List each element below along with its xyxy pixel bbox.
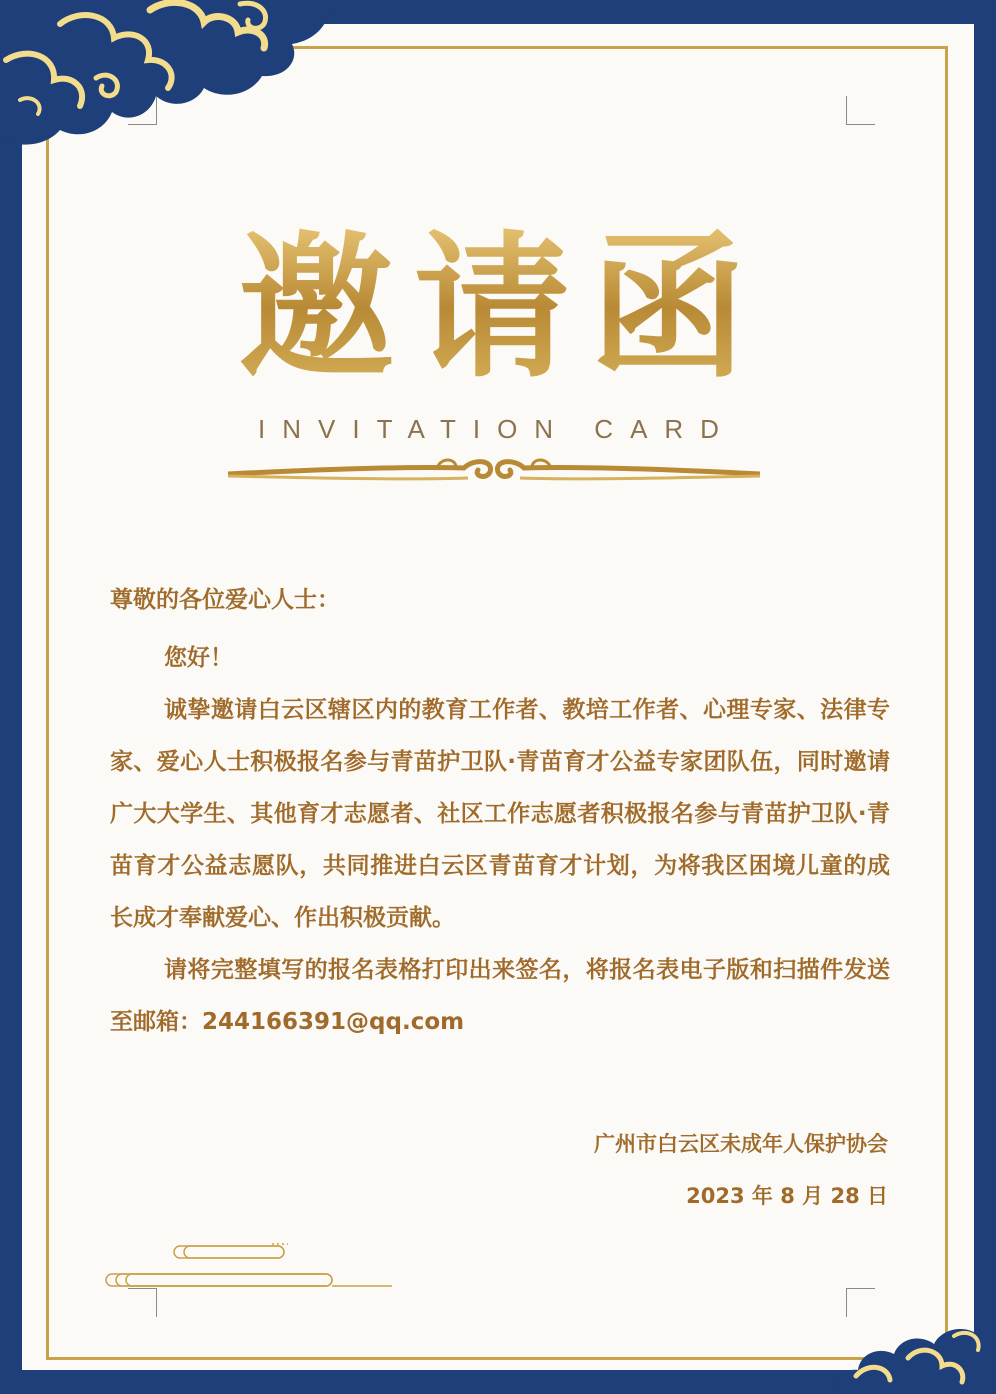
paragraph-submission [110, 944, 890, 1048]
corner-mark-bottom-right [846, 1288, 875, 1317]
signature-organization: 广州市白云区未成年人保护协会 [594, 1132, 888, 1156]
decorative-lines-icon [104, 1240, 404, 1300]
email-address: 244166391@qq.com [202, 1009, 465, 1035]
submission-instructions: 请将完整填写的报名表格打印出来签名，将报名表电子版和扫描件发送至邮箱： [110, 957, 890, 1035]
invitation-title [222, 200, 782, 400]
signature-block [594, 1118, 888, 1222]
cloud-decoration-bottom-right-icon [816, 1314, 996, 1394]
paragraph-invitation: 诚挚邀请白云区辖区内的教育工作者、教培工作者、心理专家、法律专家、爱心人士积极报名参与青苗护卫队·青苗育才公益专家团队伍，同时邀请广大大学生、其他育才志愿者、社区工作志愿者积极报名参与青苗护卫队·青苗育才公益志愿队，共同推进白云区青苗育才计划，为将我区困境儿童的成长成才奉献爱心、作出积极贡献。 [110, 697, 890, 931]
signature-date: 2023 年 8 月 28 日 [686, 1184, 888, 1208]
ornament-divider-icon [228, 452, 760, 488]
subtitle-invitation-card: INVITATION CARD [258, 414, 736, 444]
corner-mark-top-right [846, 96, 875, 125]
title-text: 邀请函 [238, 216, 766, 399]
greeting: 您好！ [164, 645, 233, 671]
letter-body [110, 578, 890, 1048]
salutation: 尊敬的各位爱心人士： [110, 587, 340, 613]
cloud-decoration-top-left-icon [0, 0, 340, 150]
